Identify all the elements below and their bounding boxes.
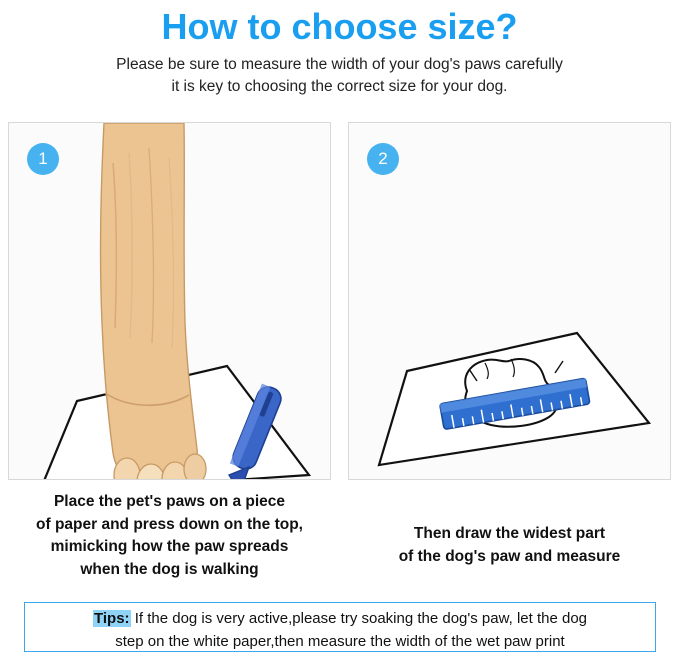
tips-box <box>24 602 656 652</box>
panel-captions <box>8 491 671 581</box>
illustration-panels <box>8 122 671 480</box>
step-badge-1: 1 <box>27 143 59 175</box>
page-subtitle <box>0 54 679 98</box>
subtitle-line-1: Please be sure to measure the width of your dog's paws carefully <box>116 56 563 73</box>
tips-line-2: step on the white paper,then measure the width of the wet paw print <box>115 633 565 650</box>
panel-step-1 <box>8 122 331 480</box>
caption-1-line-4: when the dog is walking <box>80 560 259 578</box>
paw-measure-illustration <box>349 123 671 480</box>
caption-2-line-2: of the dog's paw and measure <box>398 547 621 565</box>
caption-1-line-3: mimicking how the paw spreads <box>50 538 289 555</box>
tips-label: Tips: <box>93 610 130 627</box>
tips-content <box>25 603 655 653</box>
subtitle-line-2: it is key to choosing the correct size for your dog. <box>171 78 508 95</box>
caption-step-2 <box>348 491 671 581</box>
size-guide-page <box>0 4 679 660</box>
tips-line-1 <box>31 607 649 630</box>
dog-leg <box>101 123 198 480</box>
caption-step-1 <box>8 491 331 581</box>
caption-1-line-1: Place the pet's paws on a piece <box>53 493 286 510</box>
paw-on-paper-illustration <box>9 123 331 480</box>
tips-text-1: If the dog is very active,please try soaking the dog's paw, let the dog <box>130 610 588 627</box>
step-badge-2: 2 <box>367 143 399 175</box>
page-title: How to choose size? <box>161 6 518 47</box>
caption-2-line-1: Then draw the widest part <box>413 525 606 542</box>
panel-step-2 <box>348 122 671 480</box>
caption-1-line-2: of paper and press down on the top, <box>36 515 303 533</box>
